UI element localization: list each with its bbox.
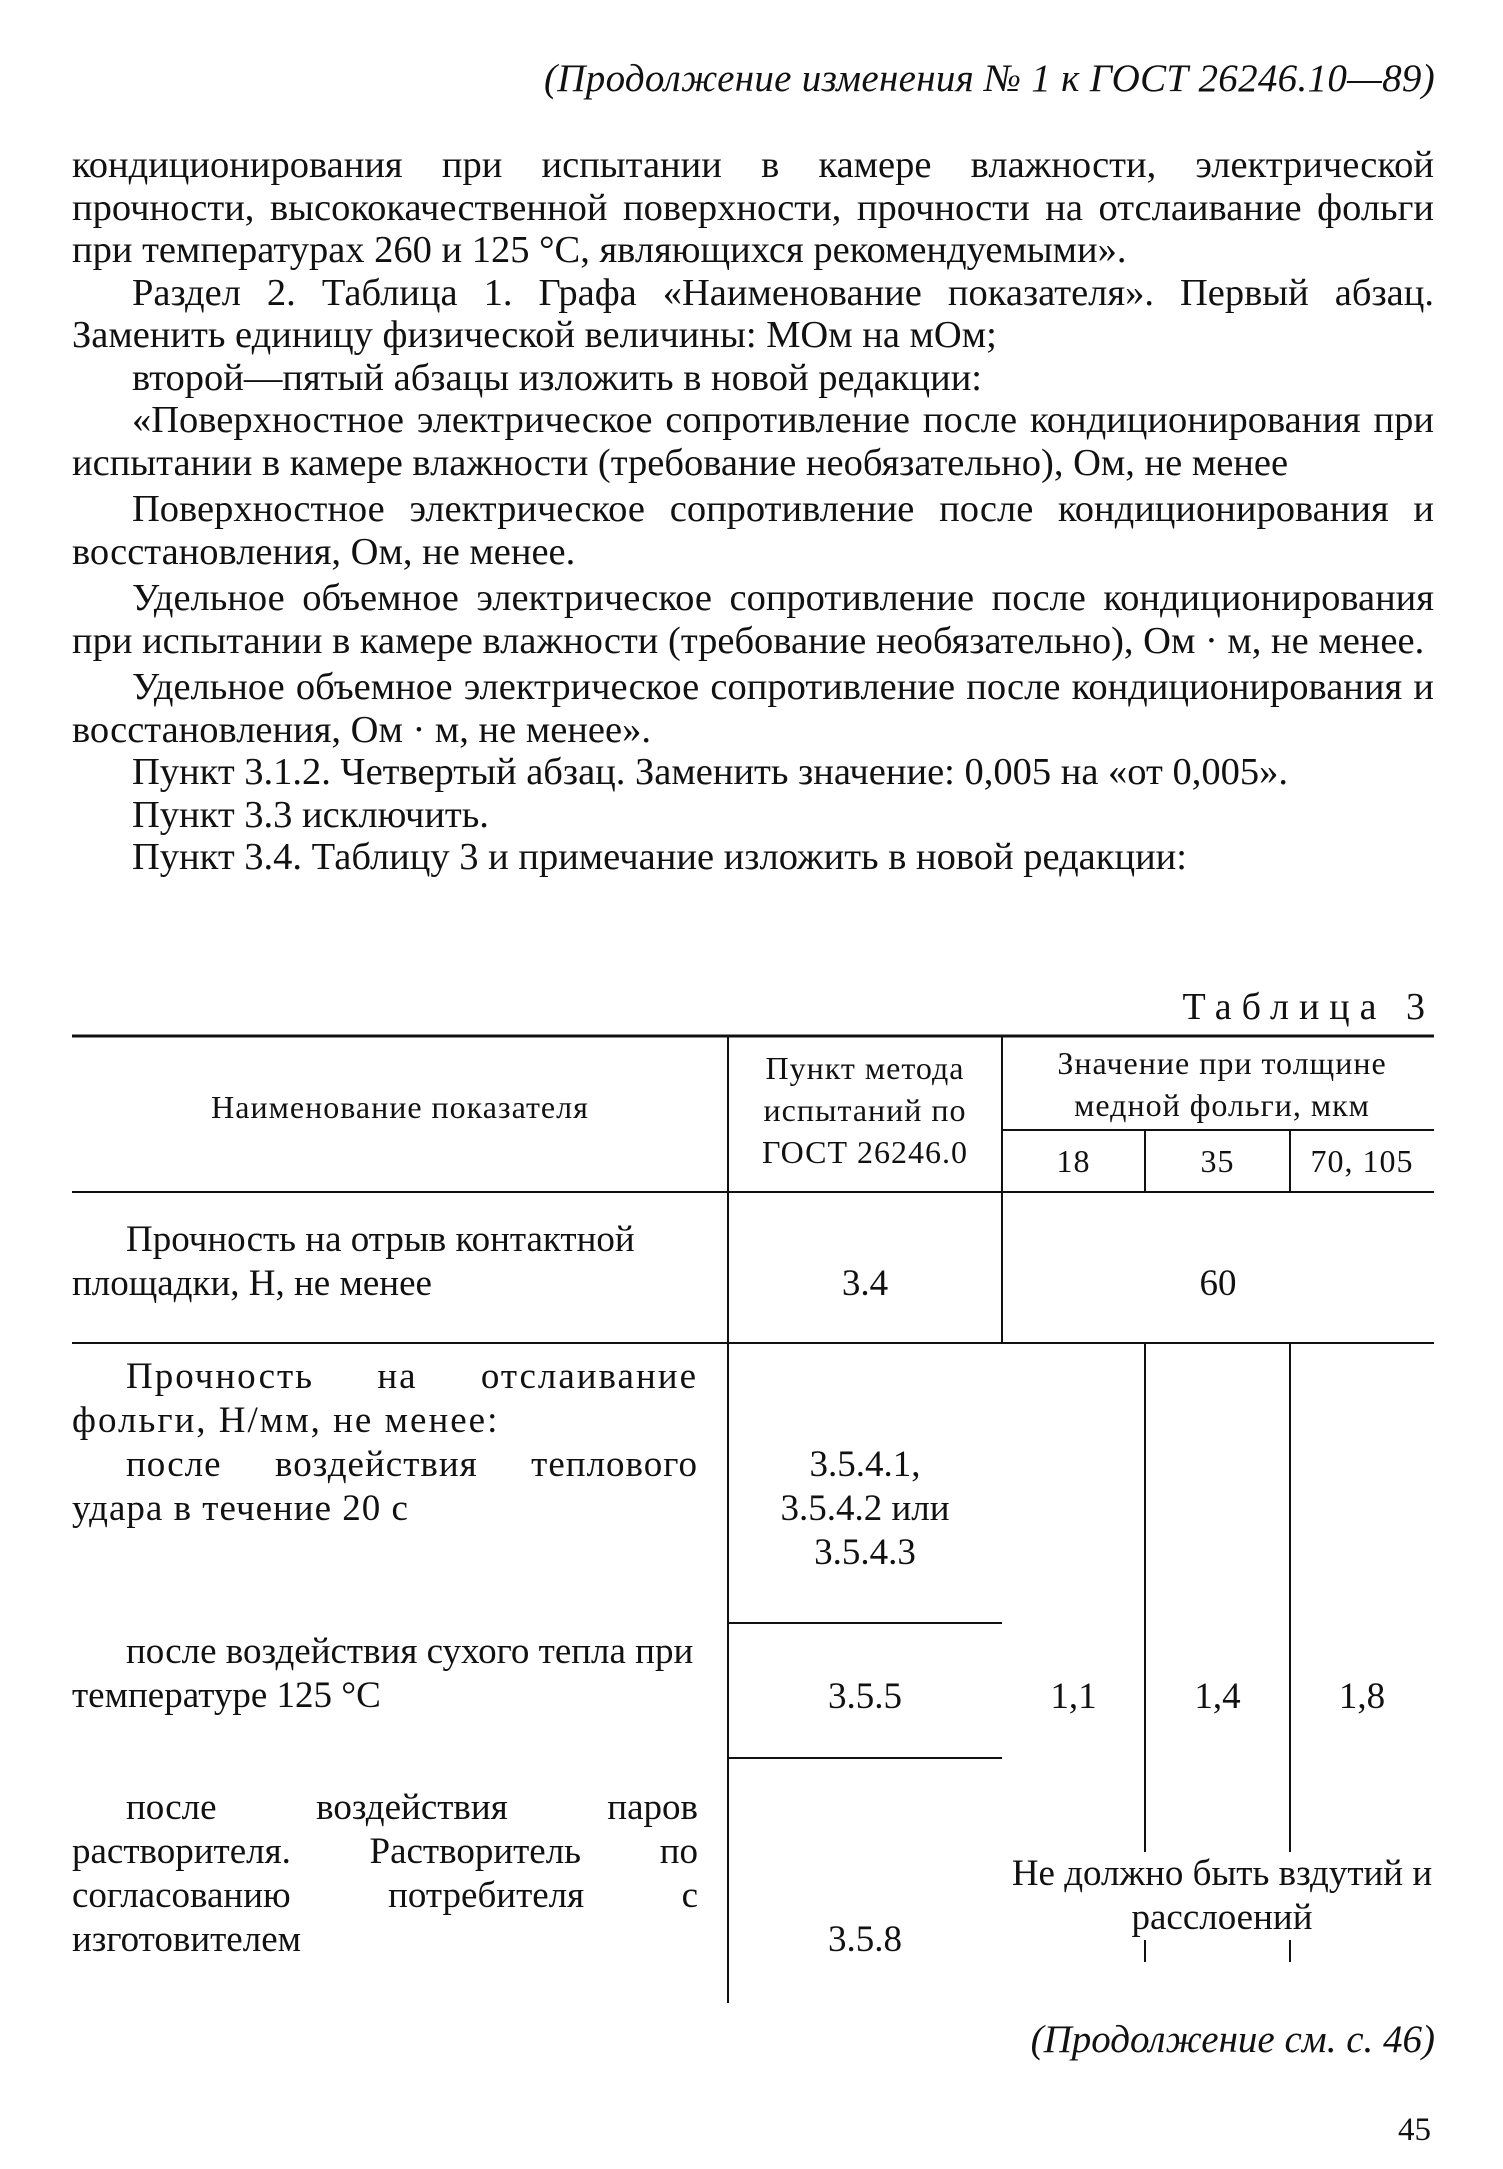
column-header-values: Значение при толщине медной фольги, мкм (1057, 1045, 1387, 1123)
table-row-name: после воздействия паров растворителя. Растворитель по согласованию потребителя с изготовителем (72, 1787, 698, 1960)
paragraph: Удельное объемное электрическое сопротивление после кондиционирования при испытании в камере влажности (требование необязательно), Ом · м, не менее. (72, 577, 1434, 662)
column-header-35: 35 (1200, 1143, 1235, 1179)
table-row-value: 1,1 (1050, 1676, 1097, 1717)
paragraph: Удельное объемное электрическое сопротивление после кондиционирования и восстановления, Ом · м, не менее». (72, 666, 1434, 751)
paragraph: кондиционирования при испытании в камере влажности, электрической прочности, высококачественной поверхности, прочности на отслаивание фольги при температурах 260 и 125 °С, являющихся рекомендуемыми». (72, 144, 1434, 271)
table-row-method: 3.5.8 (828, 1919, 902, 1960)
table-row-method: 3.5.5 (828, 1676, 902, 1717)
table-row-value: 1,4 (1194, 1676, 1241, 1717)
paragraph: Пункт 3.1.2. Четвертый абзац. Заменить значение: 0,005 на «от 0,005». (132, 751, 1288, 793)
column-header-18: 18 (1056, 1143, 1091, 1179)
column-header-name: Наименование показателя (211, 1089, 589, 1125)
table-row-value: 1,8 (1338, 1676, 1386, 1717)
table-row-method: 3.5.4.1, 3.5.4.2 или 3.5.4.3 (780, 1444, 950, 1573)
column-header-70-105: 70, 105 (1310, 1143, 1414, 1179)
paragraph: «Поверхностное электрическое сопротивление после кондиционирования при испытании в камере влажности (требование необязательно), Ом, не менее (72, 399, 1434, 484)
page-number: 45 (1398, 2112, 1431, 2148)
page-header: (Продолжение изменения № 1 к ГОСТ 26246.10—89) (544, 57, 1435, 100)
column-header-method: Пункт метода испытаний по ГОСТ 26246.0 (761, 1050, 969, 1170)
paragraph: Пункт 3.4. Таблицу 3 и примечание изложить в новой редакции: (132, 836, 1187, 878)
table-row-name: после воздействия сухого тепла при температуре 125 °С (72, 1631, 694, 1716)
paragraph: Поверхностное электрическое сопротивление после кондиционирования и восстановления, Ом, не менее. (72, 488, 1434, 573)
table-row-value: Не должно быть вздутий и расслоений (1011, 1853, 1433, 1938)
table-caption: Таблица 3 (1182, 986, 1435, 1028)
table-row-name: Прочность на отрыв контактной площадки, Н, не менее (72, 1219, 635, 1304)
paragraph: Пункт 3.3 исключить. (132, 793, 489, 836)
paragraph: второй—пятый абзацы изложить в новой редакции: (132, 356, 982, 399)
table-row-value: 60 (1199, 1263, 1237, 1304)
table-row-name: Прочность на отслаивание фольги, Н/мм, не менее: (72, 1356, 698, 1441)
continuation-note: (Продолжение см. с. 46) (1030, 2018, 1435, 2061)
table-row-name: после воздействия теплового удара в течение 20 с (72, 1444, 698, 1529)
paragraph: Раздел 2. Таблица 1. Графа «Наименование показателя». Первый абзац. Заменить единицу физической величины: МОм на мОм; (72, 271, 1434, 356)
table-row-method: 3.4 (841, 1263, 889, 1304)
